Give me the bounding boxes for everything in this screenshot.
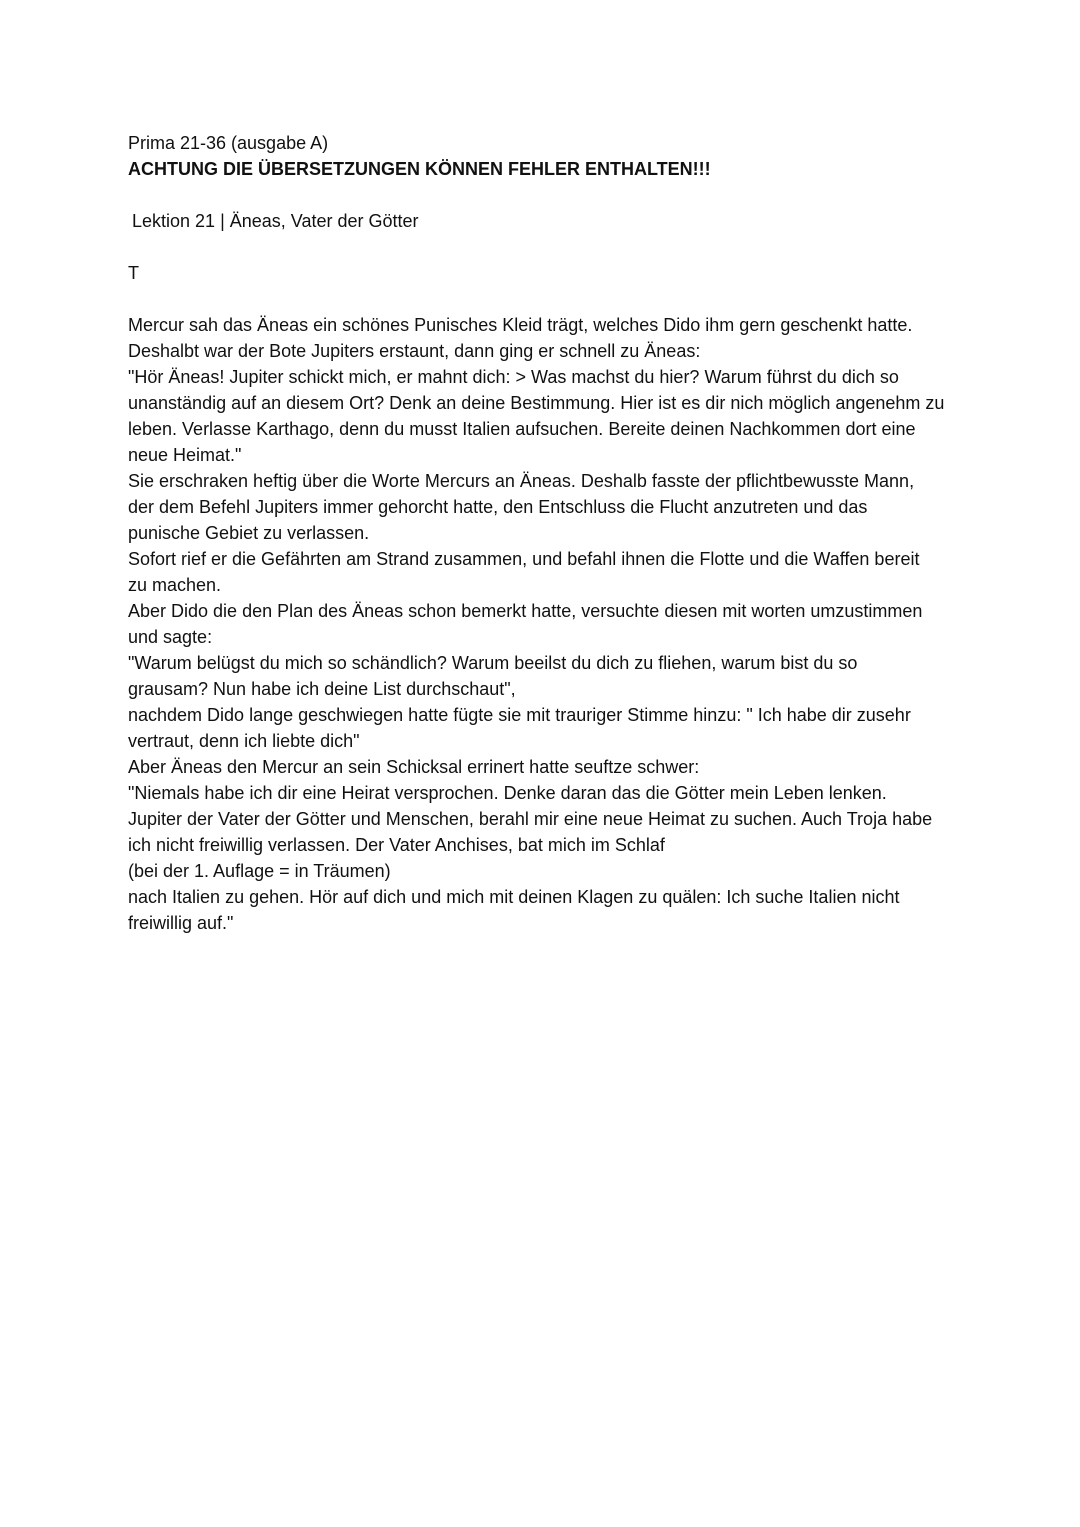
document-title: Prima 21-36 (ausgabe A) bbox=[128, 133, 329, 153]
text-line: Aber Äneas den Mercur an sein Schicksal errinert hatte seuftze schwer: bbox=[128, 757, 700, 777]
text-line: der dem Befehl Jupiters immer gehorcht hatte, den Entschluss die Flucht anzutreten und das bbox=[128, 497, 868, 517]
text-line: Aber Dido die den Plan des Äneas schon bemerkt hatte, versuchte diesen mit worten umzustimmen bbox=[128, 601, 923, 621]
spacer bbox=[128, 286, 968, 312]
translation-text bbox=[128, 312, 968, 936]
text-line: und sagte: bbox=[128, 627, 213, 647]
text-line: neue Heimat." bbox=[128, 445, 242, 465]
text-line: unanständig auf an diesem Ort? Denk an deine Bestimmung. Hier ist es dir nich möglich angenehm zu bbox=[128, 393, 945, 413]
spacer bbox=[128, 234, 968, 260]
text-line: nachdem Dido lange geschwiegen hatte fügte sie mit trauriger Stimme hinzu: " Ich habe dir zusehr bbox=[128, 705, 911, 725]
text-line: "Niemals habe ich dir eine Heirat versprochen. Denke daran das die Götter mein Leben lenken. bbox=[128, 783, 887, 803]
text-line: grausam? Nun habe ich deine List durchschaut", bbox=[128, 679, 516, 699]
document-page bbox=[128, 130, 968, 936]
text-line: "Hör Äneas! Jupiter schickt mich, er mahnt dich: > Was machst du hier? Warum führst du dich so bbox=[128, 367, 899, 387]
text-line: zu machen. bbox=[128, 575, 222, 595]
text-line: (bei der 1. Auflage = in Träumen) bbox=[128, 861, 391, 881]
text-line: Deshalbt war der Bote Jupiters erstaunt, dann ging er schnell zu Äneas: bbox=[128, 341, 701, 361]
text-line: nach Italien zu gehen. Hör auf dich und mich mit deinen Klagen zu quälen: Ich suche Italien nicht bbox=[128, 887, 900, 907]
text-line: freiwillig auf." bbox=[128, 913, 234, 933]
text-line: "Warum belügst du mich so schändlich? Warum beeilst du dich zu fliehen, warum bist du so bbox=[128, 653, 858, 673]
text-line: Jupiter der Vater der Götter und Menschen, berahl mir eine neue Heimat zu suchen. Auch Troja habe bbox=[128, 809, 933, 829]
spacer bbox=[128, 182, 968, 208]
text-line: vertraut, denn ich liebte dich" bbox=[128, 731, 360, 751]
text-line: Mercur sah das Äneas ein schönes Punisches Kleid trägt, welches Dido ihm gern geschenkt hatte. bbox=[128, 315, 913, 335]
section-marker: T bbox=[128, 263, 139, 283]
text-line: ich nicht freiwillig verlassen. Der Vater Anchises, bat mich im Schlaf bbox=[128, 835, 665, 855]
text-line: leben. Verlasse Karthago, denn du musst Italien aufsuchen. Bereite deinen Nachkommen dort eine bbox=[128, 419, 916, 439]
lesson-heading: Lektion 21 | Äneas, Vater der Götter bbox=[132, 211, 419, 231]
text-line: punische Gebiet zu verlassen. bbox=[128, 523, 370, 543]
text-line: Sie erschraken heftig über die Worte Mercurs an Äneas. Deshalb fasste der pflichtbewusste Mann, bbox=[128, 471, 915, 491]
text-line: Sofort rief er die Gefährten am Strand zusammen, und befahl ihnen die Flotte und die Waffen bereit bbox=[128, 549, 920, 569]
error-warning: ACHTUNG DIE ÜBERSETZUNGEN KÖNNEN FEHLER ENTHALTEN!!! bbox=[128, 159, 711, 179]
